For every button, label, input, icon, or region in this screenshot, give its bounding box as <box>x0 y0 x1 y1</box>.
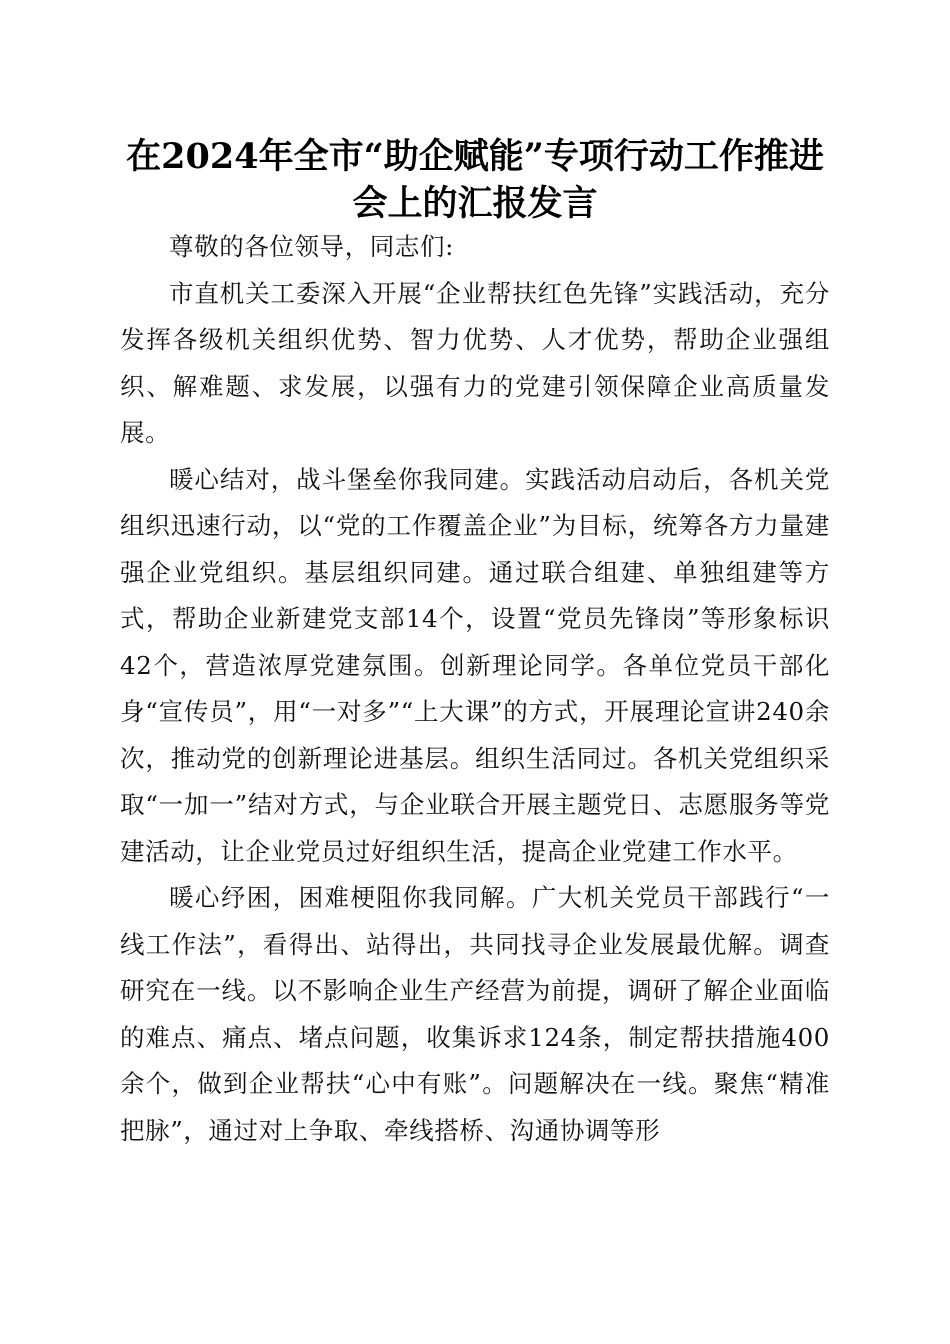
document-body <box>120 224 830 1154</box>
paragraph-party-building: 暖心结对，战斗堡垒你我同建。实践活动启动后，各机关党组织迅速行动，以“党的工作覆盖企业”为目标，统筹各方力量建强企业党组织。基层组织同建。通过联合组建、单独组建等方式，帮助企业新建党支部14个，设置“党员先锋岗”等形象标识42个，营造浓厚党建氛围。创新理论同学。各单位党员干部化身“宣传员”，用“一对多”“上大课”的方式，开展理论宣讲240余次，推动党的创新理论进基层。组织生活同过。各机关党组织采取“一加一”结对方式，与企业联合开展主题党日、志愿服务等党建活动，让企业党员过好组织生活，提高企业党建工作水平。 <box>120 464 830 866</box>
salutation: 尊敬的各位领导，同志们: <box>169 232 454 261</box>
paragraph-intro: 市直机关工委深入开展“企业帮扶红色先锋”实践活动，充分发挥各级机关组织优势、智力优势、人才优势，帮助企业强组织、解难题、求发展，以强有力的党建引领保障企业高质量发展。 <box>120 278 830 447</box>
paragraph-problem-solving: 暖心纾困，困难梗阻你我同解。广大机关党员干部践行“一线工作法”，看得出、站得出，共同找寻企业发展最优解。调查研究在一线。以不影响企业生产经营为前提，调研了解企业面临的难点、痛点、堵点问题，收集诉求124条，制定帮扶措施400余个，做到企业帮扶“心中有账”。问题解决在一线。聚焦“精准把脉”，通过对上争取、牵线搭桥、沟通协调等形 <box>120 883 830 1145</box>
document-title: 在2024年全市“助企赋能”专项行动工作推进会上的汇报发言 <box>126 136 824 224</box>
